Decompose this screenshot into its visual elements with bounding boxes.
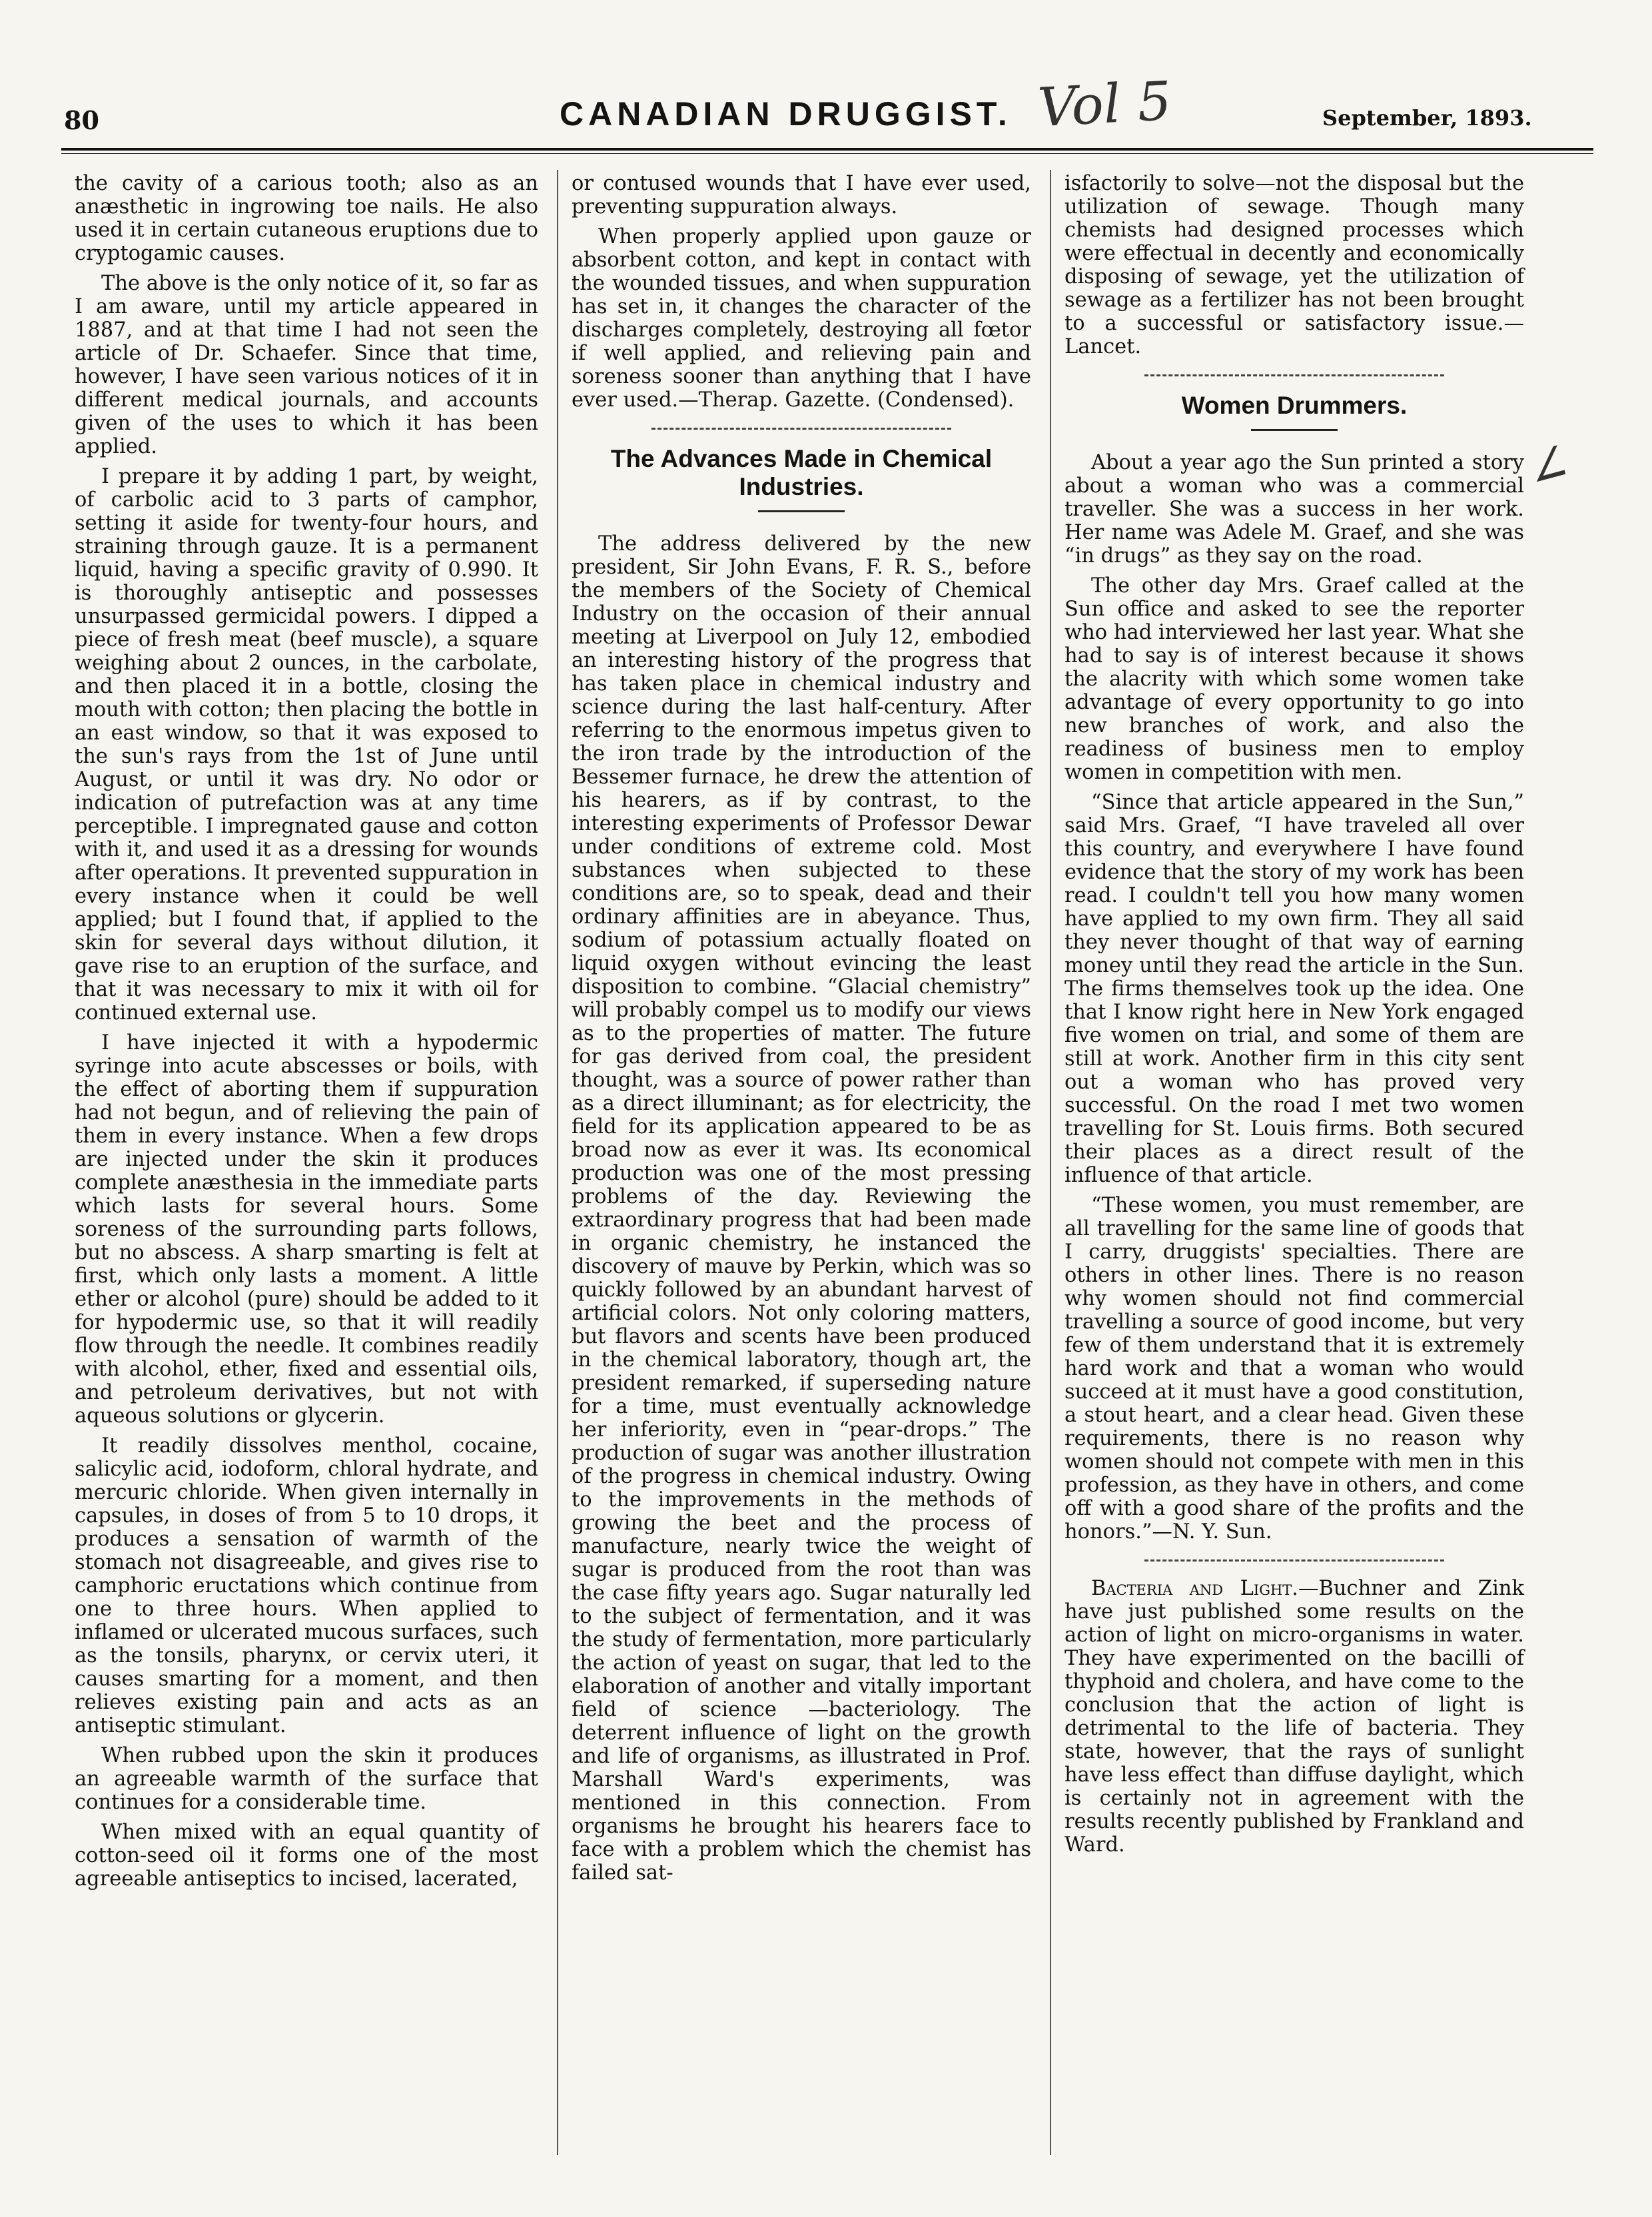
paragraph: “Since that article appeared in the Sun,” said Mrs. Graef, “I have traveled all over this country, and everywhere I have found evidence that the story of my work has been read. I couldn't tell you how many women have applied to my own firm. They all said they never thought of that way of earning money until they read the article in the Sun. The firms themselves took up the idea. One that I know right here in New York engaged five women on trial, and some of them are still at work. Another firm in this city sent out a woman who has proved very successful. On the road I met two women travelling for St. Louis firms. Both secured their places as a direct result of the influence of that article. (1064, 791, 1524, 1187)
paragraph (1064, 1577, 1524, 1857)
paragraph: When rubbed upon the skin it produces an agreeable warmth of the surface that continues for a considerable time. (75, 1744, 538, 1814)
paragraph: The address delivered by the new president, Sir John Evans, F. R. S., before the members of the Society of Chemical Industry on the occasion of their annual meeting at Liverpool on July 12, embodied an interesting history of the progress that has taken place in chemical industry and science during the last half-century. After referring to the enormous impetus given to the iron trade by the introduction of the Bessemer furnace, he drew the attention of his hearers, as if by contrast, to the interesting experiments of Professor Dewar under conditions of extreme cold. Most substances when subjected to these conditions are, so to speak, dead and their ordinary affinities are in abeyance. Thus, sodium of potassium actually floated on liquid oxygen without evincing the least disposition to combine. “Glacial chemistry” will probably compel us to modify our views as to the properties of matter. The future for gas derived from coal, the president thought, was a source of power rather than as a direct illuminant; as for electricity, the field for its application appeared to be as broad now as ever it was. Its economical production was one of the most pressing problems of the day. Reviewing the extraordinary progress that had been made in organic chemistry, he instanced the discovery of mauve by Perkin, which was so quickly followed by an abundant harvest of artificial colors. Not only coloring matters, but flavors and scents have been produced in the chemical laboratory, though art, the president remarked, if superseding nature for a time, must eventually acknowledge her inferiority, even in “pear-drops.” The production of sugar was another illustration of the progress in chemical industry. Owing to the improvements in the methods of growing the beet and the process of manufacture, nearly twice the weight of sugar is produced from the root than was the case fifty years ago. Sugar naturally led to the subject of fermentation, and it was the study of fermentation, more particularly the action of yeast on sugar, that led to the elaboration of another and vitally important field of science —bacteriology. The deterrent influence of light on the growth and life of organisms, as illustrated in Prof. Marshall Ward's experiments, was mentioned in this connection. From organisms he brought his hearers face to face with a problem which the chemist has failed sat- (572, 532, 1031, 1885)
issue-date: September, 1893. (1322, 105, 1532, 131)
paragraph: When mixed with an equal quantity of cotton-seed oil it forms one of the most agreeable antiseptics to incised, lacerated, (75, 1821, 538, 1891)
section-separator (1064, 370, 1524, 380)
paragraph: “These women, you must remember, are all travelling for the same line of goods that I carry, druggists' specialties. There are others in other lines. There is no reason why women should not find commercial travelling a source of good income, but very few of them understand that it is extremely hard work and that a woman who would succeed at it must have a good constitution, a stout heart, and a clear head. Given these requirements, there is no reason why women should not compete with men in this profession, as they have in others, and come off with a good share of the profits and the honors.”—N. Y. Sun. (1064, 1194, 1524, 1544)
heading-rule (758, 510, 845, 512)
paragraph: the cavity of a carious tooth; also as an anæsthetic in ingrowing toe nails. He also used it in certain cutaneous eruptions due to cryptogamic causes. (75, 172, 538, 265)
paragraph: About a year ago the Sun printed a story about a woman who was a commercial traveller. She was a success in her work. Her name was Adele M. Graef, and she was “in drugs” as they say on the road. (1064, 451, 1524, 568)
handwritten-note: Vol 5 (1036, 69, 1173, 139)
paragraph: isfactorily to solve—not the disposal but the utilization of sewage. Though many chemists had designed processes which were effectual in decently and economically disposing of sewage, yet the utilization of sewage as a fertilizer has not been brought to a successful or satisfactory issue.—Lancet. (1064, 172, 1524, 358)
column-2 (572, 172, 1031, 1891)
section-separator (1064, 1555, 1524, 1565)
margin-check-mark: ∠ (1518, 429, 1577, 502)
paragraph: When properly applied upon gauze or absorbent cotton, and kept in contact with the wounded tissues, and when suppuration has set in, it changes the character of the discharges completely, destroying all fœtor if well applied, and relieving pain and soreness sooner than anything that I have ever used.—Therap. Gazette. (Condensed). (572, 225, 1031, 412)
journal-title: CANADIAN DRUGGIST. (560, 95, 1012, 133)
page-number: 80 (64, 105, 99, 135)
column-3 (1064, 172, 1524, 1863)
column-1 (75, 172, 538, 1897)
section-separator (572, 424, 1031, 433)
item-text: —Buchner and Zink have just published some results on the action of light on micro-organisms in water. They have experimented on the bacilli of thyphoid and cholera, and have come to the conclusion that the action of light is detrimental to the life of bacteria. They state, however, that the rays of sunlight have less effect than diffuse daylight, which is certainly not in agreement with the results recently published by Frankland and Ward. (1064, 1577, 1524, 1857)
paragraph: I prepare it by adding 1 part, by weight, of carbolic acid to 3 parts of camphor, setting it aside for twenty-four hours, and straining through gauze. It is a permanent liquid, having a specific gravity of 0.990. It is thoroughly antiseptic and possesses unsurpassed germicidal powers. I dipped a piece of fresh meat (beef muscle), a square weighing about 2 ounces, in the carbolate, and then placed it in a bottle, closing the mouth with cotton; then placing the bottle in an east window, so that it was exposed to the sun's rays from the 1st of June until August, or until it was dry. No odor or indication of putrefaction was at any time perceptible. I impregnated gause and cotton with it, and used it as a dressing for wounds after operations. It prevented suppuration in every instance when it could be well applied; but I found that, if applied to the skin for several days without dilution, it gave rise to an eruption of the surface, and that it was necessary to mix it with oil for continued external use. (75, 465, 538, 1025)
paragraph: I have injected it with a hypodermic syringe into acute abscesses or boils, with the effect of aborting them if suppuration had not begun, and of relieving the pain of them in every instance. When a few drops are injected under the skin it produces complete anæsthesia in the immediate parts which lasts for several hours. Some soreness of the surrounding parts follows, but no abscess. A sharp smarting is felt at first, which only lasts a moment. A little ether or alcohol (pure) should be added to it for hypodermic use, so that it will readily flow through the needle. It combines readily with alcohol, ether, fixed and essential oils, and petroleum derivatives, but not with aqueous solutions or glycerin. (75, 1031, 538, 1428)
paragraph: or contused wounds that I have ever used, preventing suppuration always. (572, 172, 1031, 219)
paragraph: The other day Mrs. Graef called at the Sun office and asked to see the reporter who had interviewed her last year. What she had to say is of interest because it shows the alacrity with which some women take advantage of every opportunity to go into new branches of work, and also the readiness of business men to employ women in competition with men. (1064, 574, 1524, 784)
article-heading: Women Drummers. (1181, 392, 1408, 419)
heading-rule (1251, 429, 1338, 431)
column-divider (557, 170, 558, 2155)
article-heading: The Advances Made in Chemical Industries. (610, 445, 993, 500)
paragraph: It readily dissolves menthol, cocaine, salicylic acid, iodoform, chloral hydrate, and mercuric chloride. When given internally in capsules, in doses of from 5 to 10 drops, it produces a sensation of warmth of the stomach not disagreeable, and gives rise to camphoric eructations which continue from one to three hours. When applied to inflamed or ulcerated mucous surfaces, such as the tonsils, pharynx, or cervix uteri, it causes smarting for a moment, and then relieves existing pain and acts as an antiseptic stimulant. (75, 1434, 538, 1737)
column-divider (1050, 170, 1051, 2155)
header-rule (61, 148, 1593, 151)
paragraph: The above is the only notice of it, so far as I am aware, until my article appeared in 1887, and at that time I had not seen the article of Dr. Schaefer. Since that time, however, I have seen various notices of it in different medical journals, and accounts given of the uses to which it has been applied. (75, 272, 538, 458)
item-lead: Bacteria and Light. (1091, 1577, 1298, 1600)
header-rule-thin (61, 153, 1593, 154)
